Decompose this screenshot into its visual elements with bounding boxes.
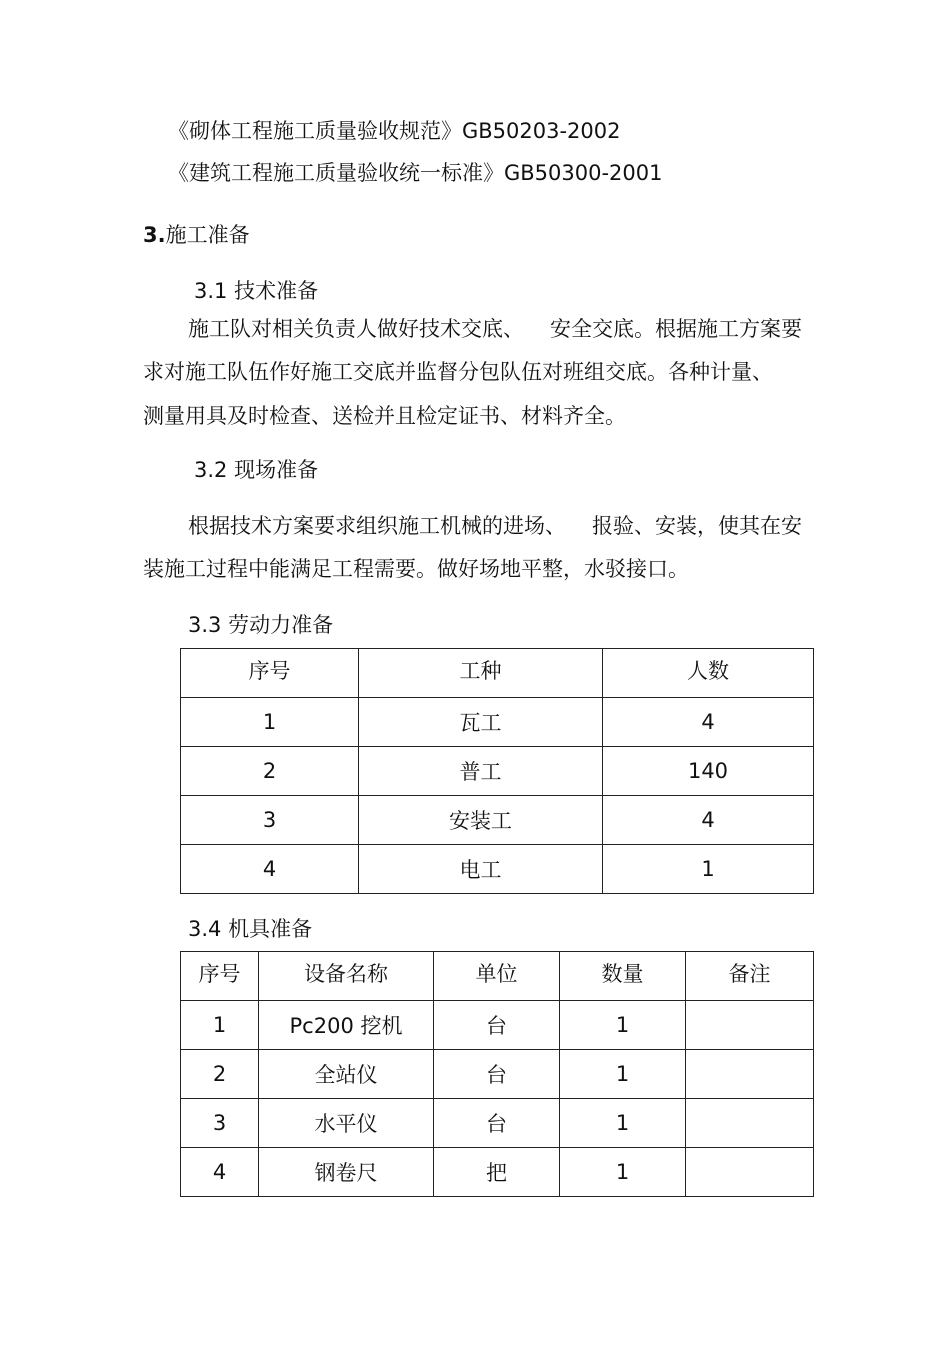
labor-cell-count: 1 xyxy=(603,845,814,894)
equipment-cell-index: 4 xyxy=(181,1148,259,1197)
labor-header-count: 人数 xyxy=(603,649,814,698)
equipment-cell-quantity: 1 xyxy=(560,1099,686,1148)
reference-building-standard: 《建筑工程施工质量验收统一标准》GB50300-2001 xyxy=(168,161,663,185)
table-row xyxy=(181,1099,814,1148)
s32-line1-part-a: 根据技术方案要求组织施工机械的进场、 xyxy=(188,514,566,538)
equipment-cell-unit: 台 xyxy=(434,1099,560,1148)
labor-cell-count: 4 xyxy=(603,698,814,747)
subsection-3-2-paragraph-line-2: 装施工过程中能满足工程需要。做好场地平整，水驳接口。 xyxy=(143,557,689,581)
labor-cell-trade: 瓦工 xyxy=(359,698,603,747)
labor-header-trade: 工种 xyxy=(359,649,603,698)
section-3-heading xyxy=(143,222,250,248)
equipment-cell-name: Pc200 挖机 xyxy=(259,1001,434,1050)
equipment-header-index: 序号 xyxy=(181,952,259,1001)
s32-line1-part-b: 报验、安装，使其在安 xyxy=(592,514,802,538)
equipment-cell-unit: 台 xyxy=(434,1050,560,1099)
subsection-3-1-paragraph-line-3: 测量用具及时检查、送检并且检定证书、材料齐全。 xyxy=(143,404,626,428)
table-row xyxy=(181,796,814,845)
equipment-cell-remarks xyxy=(686,1050,814,1099)
section-3-number: 3. xyxy=(143,223,166,247)
labor-cell-count: 140 xyxy=(603,747,814,796)
labor-cell-index: 2 xyxy=(181,747,359,796)
labor-cell-trade: 安装工 xyxy=(359,796,603,845)
labor-table-header-row xyxy=(181,649,814,698)
equipment-cell-unit: 把 xyxy=(434,1148,560,1197)
labor-header-index: 序号 xyxy=(181,649,359,698)
s31-line1-part-b: 安全交底。根据施工方案要 xyxy=(550,317,802,341)
equipment-cell-name: 钢卷尺 xyxy=(259,1148,434,1197)
s31-line1-part-a: 施工队对相关负责人做好技术交底、 xyxy=(188,317,524,341)
labor-cell-index: 3 xyxy=(181,796,359,845)
table-row xyxy=(181,1148,814,1197)
equipment-cell-remarks xyxy=(686,1099,814,1148)
table-row xyxy=(181,1050,814,1099)
table-row xyxy=(181,698,814,747)
equipment-header-unit: 单位 xyxy=(434,952,560,1001)
labor-cell-count: 4 xyxy=(603,796,814,845)
subsection-3-2-paragraph-line-1 xyxy=(188,513,802,539)
labor-cell-trade: 电工 xyxy=(359,845,603,894)
equipment-header-name: 设备名称 xyxy=(259,952,434,1001)
subsection-3-1-heading: 3.1 技术准备 xyxy=(194,279,319,303)
subsection-3-3-heading: 3.3 劳动力准备 xyxy=(188,613,334,637)
subsection-3-1-paragraph-line-2: 求对施工队伍作好施工交底并监督分包队伍对班组交底。各种计量、 xyxy=(143,360,773,384)
equipment-cell-remarks xyxy=(686,1148,814,1197)
equipment-cell-index: 3 xyxy=(181,1099,259,1148)
equipment-header-remarks: 备注 xyxy=(686,952,814,1001)
labor-cell-index: 4 xyxy=(181,845,359,894)
equipment-cell-quantity: 1 xyxy=(560,1050,686,1099)
table-row xyxy=(181,747,814,796)
equipment-table-header-row xyxy=(181,952,814,1001)
subsection-3-1-paragraph-line-1 xyxy=(188,316,802,342)
equipment-cell-name: 水平仪 xyxy=(259,1099,434,1148)
labor-cell-trade: 普工 xyxy=(359,747,603,796)
equipment-header-quantity: 数量 xyxy=(560,952,686,1001)
equipment-table xyxy=(180,951,814,1197)
equipment-cell-name: 全站仪 xyxy=(259,1050,434,1099)
labor-cell-index: 1 xyxy=(181,698,359,747)
table-row xyxy=(181,845,814,894)
equipment-cell-quantity: 1 xyxy=(560,1148,686,1197)
equipment-cell-remarks xyxy=(686,1001,814,1050)
table-row xyxy=(181,1001,814,1050)
equipment-cell-index: 2 xyxy=(181,1050,259,1099)
reference-masonry-standard: 《砌体工程施工质量验收规范》GB50203-2002 xyxy=(168,119,621,143)
equipment-cell-unit: 台 xyxy=(434,1001,560,1050)
subsection-3-2-heading: 3.2 现场准备 xyxy=(194,458,319,482)
equipment-cell-quantity: 1 xyxy=(560,1001,686,1050)
section-3-title: 施工准备 xyxy=(165,223,250,247)
equipment-cell-index: 1 xyxy=(181,1001,259,1050)
labor-table xyxy=(180,648,814,894)
subsection-3-4-heading: 3.4 机具准备 xyxy=(188,917,313,941)
